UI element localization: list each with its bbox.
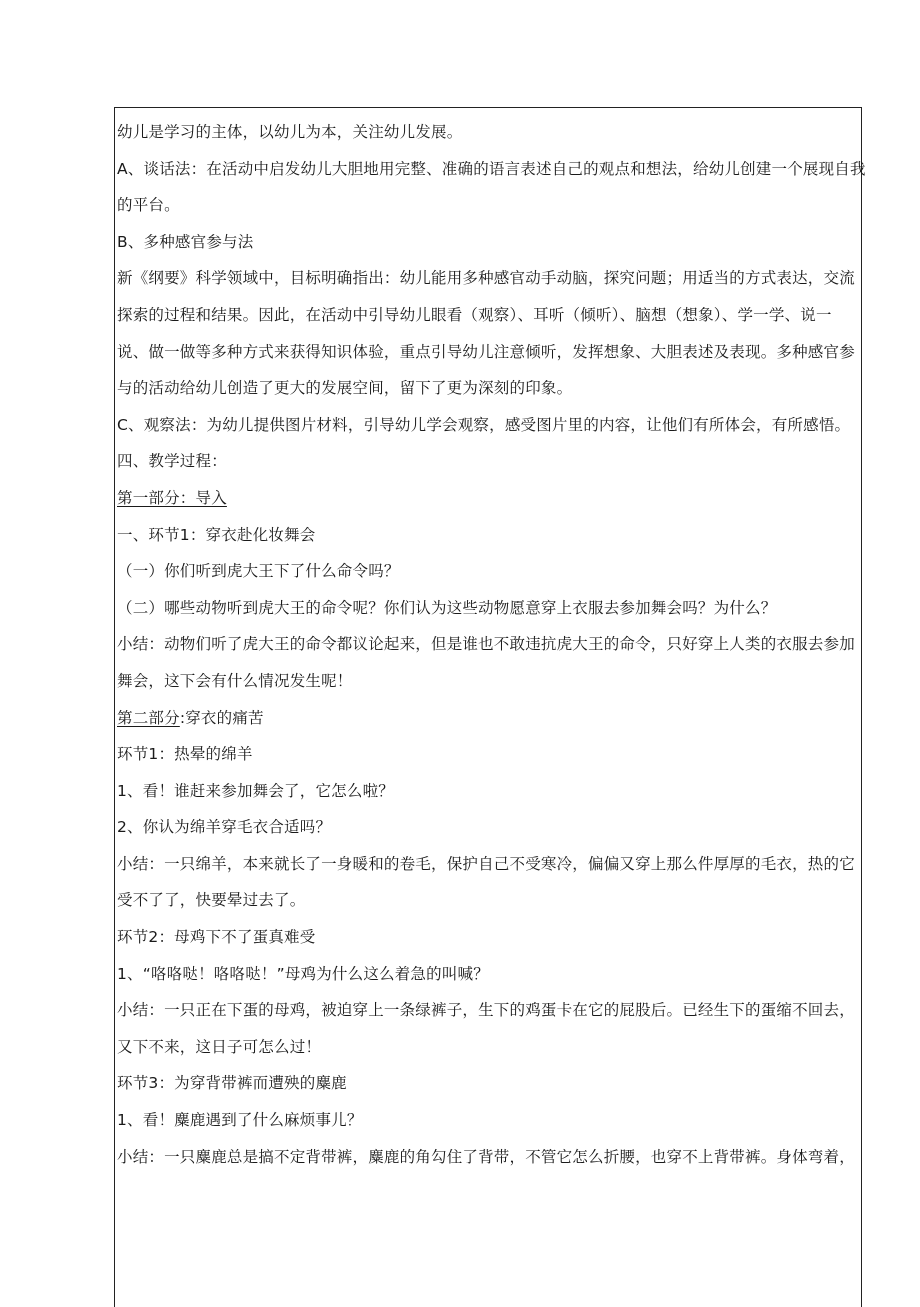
- part-heading: [117, 700, 855, 737]
- paragraph-line: （二）哪些动物听到虎大王的命令呢？你们认为这些动物愿意穿上衣服去参加舞会吗？为什么？: [117, 598, 777, 617]
- paragraph-line: 小结：一只正在下蛋的母鸡，被迫穿上一条绿裤子，生下的鸡蛋卡在它的屁股后。已经生下的蛋缩不回去，: [117, 1001, 855, 1020]
- paragraph-line: B、多种感官参与法: [117, 232, 254, 251]
- paragraph-line: C、观察法：为幼儿提供图片材料，引导幼儿学会观察，感受图片里的内容，让他们有所体会，有所感悟。: [117, 415, 851, 434]
- paragraph-line: 小结：动物们听了虎大王的命令都议论起来，但是谁也不敢违抗虎大王的命令，只好穿上人类的衣服去参加: [117, 635, 855, 654]
- paragraph-line: 又下不来，这日子可怎么过！: [117, 1037, 322, 1056]
- paragraph-line: A、谈话法：在活动中启发幼儿大胆地用完整、准确的语言表述自己的观点和想法，给幼儿创建一个展现自我: [117, 159, 866, 178]
- paragraph-line: 与的活动给幼儿创造了更大的发展空间，留下了更为深刻的印象。: [117, 379, 573, 398]
- paragraph-line: 1、看！谁赶来参加舞会了，它怎么啦？: [117, 781, 394, 800]
- paragraph-line: 环节3：为穿背带裤而遭殃的麋鹿: [117, 1074, 347, 1093]
- paragraph-line: （一）你们听到虎大王下了什么命令吗？: [117, 562, 400, 581]
- part-heading: [117, 480, 855, 517]
- paragraph-line: 舞会，这下会有什么情况发生呢！: [117, 671, 353, 690]
- paragraph-line: 探索的过程和结果。因此，在活动中引导幼儿眼看（观察）、耳听（倾听）、脑想（想象）、学一学、说一: [117, 305, 832, 324]
- part-heading-text: 第一部分：导入: [117, 488, 227, 507]
- paragraph-line: 1、看！麋鹿遇到了什么麻烦事儿？: [117, 1111, 363, 1130]
- paragraph-line: 说、做一做等多种方式来获得知识体验，重点引导幼儿注意倾听，发挥想象、大胆表述及表现。多种感官参: [117, 342, 855, 361]
- section-heading: 四、教学过程：: [117, 452, 227, 471]
- paragraph-line: 幼儿是学习的主体，以幼儿为本，关注幼儿发展。: [117, 123, 463, 141]
- part-heading-subtitle: :穿衣的痛苦: [179, 708, 264, 727]
- paragraph-line: 新《纲要》科学领域中，目标明确指出：幼儿能用多种感官动手动脑，探究问题；用适当的方式表达，交流: [117, 269, 855, 288]
- paragraph-line: 2、你认为绵羊穿毛衣合适吗？: [117, 818, 332, 837]
- paragraph-line: 小结：一只绵羊，本来就长了一身暖和的卷毛，保护自己不受寒冷，偏偏又穿上那么件厚厚的毛衣，热的它: [117, 854, 855, 873]
- paragraph-line: 受不了了，快要晕过去了。: [117, 891, 306, 910]
- document-body: [117, 114, 866, 1175]
- paragraph-line: 小结：一只麋鹿总是搞不定背带裤，麋鹿的角勾住了背带，不管它怎么折腰，也穿不上背带裤。身体弯着，: [117, 1147, 855, 1166]
- part-heading-text: 第二部分: [117, 708, 180, 727]
- paragraph-line: 环节2：母鸡下不了蛋真难受: [117, 928, 316, 947]
- paragraph-line: 的平台。: [117, 196, 180, 215]
- paragraph-line: 1、“咯咯哒！咯咯哒！”母鸡为什么这么着急的叫喊？: [117, 964, 489, 983]
- paragraph-line: 一、环节1：穿衣赴化妆舞会: [117, 525, 316, 544]
- paragraph-line: 环节1：热晕的绵羊: [117, 745, 253, 764]
